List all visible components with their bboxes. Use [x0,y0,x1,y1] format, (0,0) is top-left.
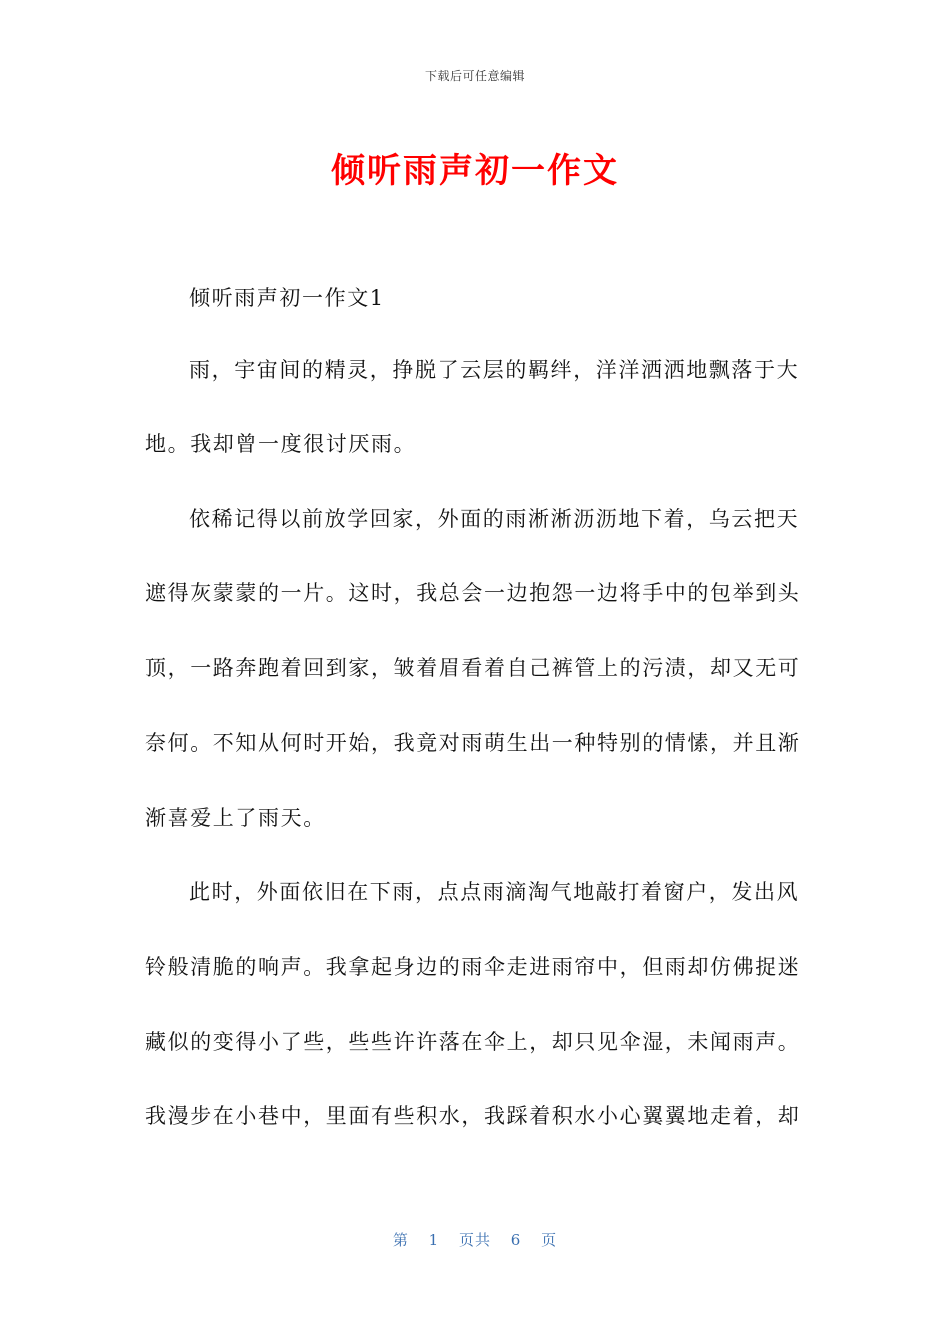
paragraph-line: 铃般清脆的响声。我拿起身边的雨伞走进雨帘中，但雨却仿佛捉迷 [145,955,801,979]
paragraph-line: 地。我却曾一度很讨厌雨。 [145,432,417,456]
paragraph-line: 雨，宇宙间的精灵，挣脱了云层的羁绊，洋洋洒洒地飘落于大 [189,358,800,382]
paragraph-line: 奈何。不知从何时开始，我竟对雨萌生出一种特别的情愫，并且渐 [145,731,801,755]
header-note: 下载后可任意编辑 [424,69,525,83]
paragraph-line: 依稀记得以前放学回家，外面的雨淅淅沥沥地下着，乌云把天 [189,507,800,531]
paragraph-line: 遮得灰蒙蒙的一片。这时，我总会一边抱怨一边将手中的包举到头 [145,581,801,605]
paragraph-line: 藏似的变得小了些，些些许许落在伞上，却只见伞湿，未闻雨声。 [145,1030,801,1054]
paragraph-line: 此时，外面依旧在下雨，点点雨滴淘气地敲打着窗户，发出风 [189,880,800,904]
footer-suffix: 页 [541,1231,558,1249]
section-heading: 倾听雨声初一作文1 [189,286,385,310]
paragraph-line: 顶，一路奔跑着回到家，皱着眉看着自己裤管上的污渍，却又无可 [145,656,801,680]
footer-total-pages: 6 [510,1231,522,1249]
paragraph-line: 我漫步在小巷中，里面有些积水，我踩着积水小心翼翼地走着，却 [145,1104,801,1128]
footer-page-number: 1 [428,1231,440,1249]
footer-middle: 页共 [458,1231,491,1249]
paragraph-line: 渐喜爱上了雨天。 [145,806,326,830]
footer-prefix: 第 [392,1231,409,1249]
page-title: 倾听雨声初一作文 [331,151,619,191]
page-footer [0,1229,950,1250]
